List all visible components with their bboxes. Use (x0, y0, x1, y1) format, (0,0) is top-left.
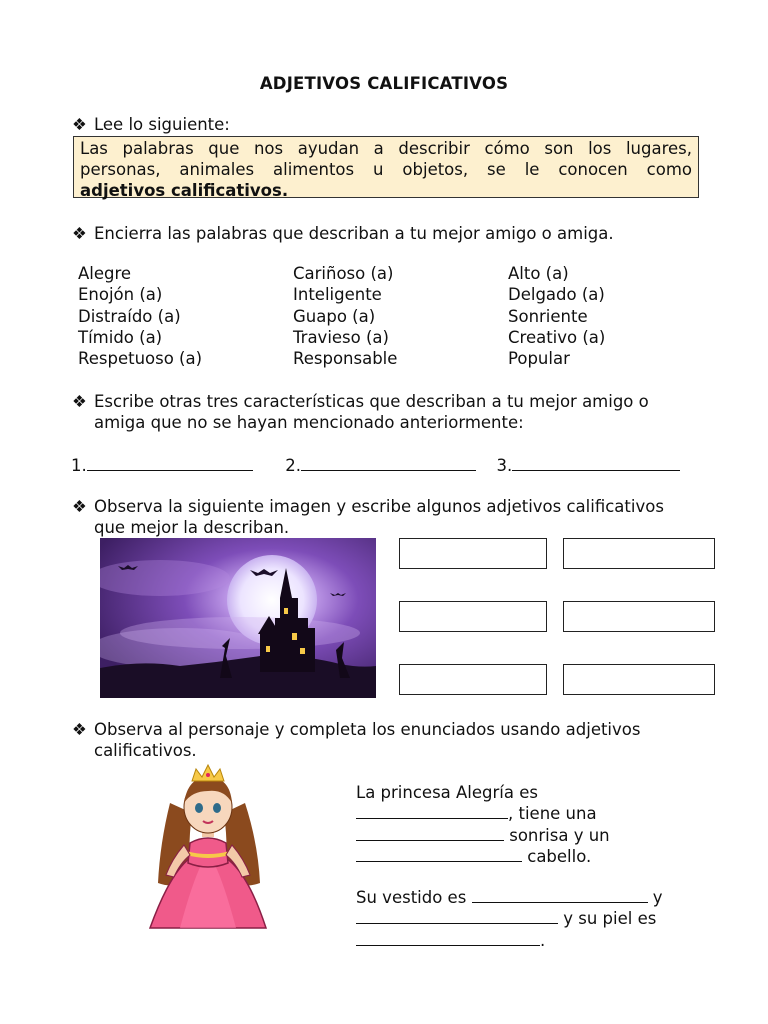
word-option[interactable]: Sonriente (508, 306, 588, 326)
answer-line-2[interactable] (301, 455, 476, 471)
word-column-3 (508, 263, 605, 369)
word-option[interactable]: Responsable (293, 349, 398, 369)
bullet-icon: ❖ (72, 720, 87, 739)
character-instruction: ❖ Observa al personaje y completa los enunciados usando adjetivos calificativos. (72, 720, 641, 760)
word-column-2 (293, 263, 397, 369)
princess-illustration-icon (140, 763, 275, 931)
word-option[interactable]: Enojón (a) (78, 285, 163, 305)
definition-box (73, 136, 699, 198)
word-option[interactable]: Distraído (a) (78, 306, 181, 326)
story-line: La princesa Alegría es (356, 783, 538, 802)
word-option[interactable]: Alto (a) (508, 264, 569, 283)
word-option[interactable]: Guapo (a) (293, 306, 376, 326)
story-paragraph-2: Su vestido es y y su piel es . (356, 888, 663, 950)
word-option[interactable]: Respetuoso (a) (78, 349, 203, 369)
bullet-icon: ❖ (72, 115, 87, 134)
write-instruction: ❖ Escribe otras tres características que describan a tu mejor amigo o amiga que no se hayan mencionado anteriormente: (72, 392, 649, 432)
adjective-box[interactable] (399, 538, 547, 569)
image-instruction: ❖ Observa la siguiente imagen y escribe algunos adjetivos calificativos que mejor la describan. (72, 497, 664, 537)
read-instruction: ❖ Lee lo siguiente: (72, 115, 230, 134)
bullet-icon: ❖ (72, 392, 87, 411)
circle-instruction: ❖ Encierra las palabras que describan a tu mejor amigo o amiga. (72, 224, 614, 243)
word-column-1 (78, 263, 202, 369)
answer-lines-row (71, 455, 691, 475)
bullet-icon: ❖ (72, 497, 87, 516)
adjective-box[interactable] (399, 664, 547, 695)
definition-line: Las palabras que nos ayudan a describir cómo son los lugares, (80, 139, 692, 158)
word-option[interactable]: Creativo (a) (508, 327, 606, 347)
story-paragraph-1: La princesa Alegría es , tiene una sonrisa y un cabello. (356, 783, 610, 866)
story-blank-2[interactable] (356, 825, 504, 841)
adjective-box[interactable] (563, 664, 715, 695)
answer-line-1[interactable] (87, 455, 253, 471)
answer-number: 3. (496, 456, 513, 475)
bullet-icon: ❖ (72, 224, 87, 243)
answer-number: 2. (285, 456, 301, 475)
adjective-box[interactable] (399, 601, 547, 632)
story-blank-5[interactable] (356, 908, 558, 924)
adjective-box[interactable] (563, 601, 715, 632)
adjective-box[interactable] (563, 538, 715, 569)
story-blank-6[interactable] (356, 930, 540, 946)
word-option[interactable]: Delgado (a) (508, 285, 605, 305)
definition-keyword: adjetivos calificativos. (80, 181, 289, 200)
story-blank-4[interactable] (472, 887, 648, 903)
word-option[interactable]: Travieso (a) (293, 327, 389, 347)
word-option[interactable]: Alegre (78, 264, 132, 283)
answer-line-3[interactable] (512, 455, 680, 471)
haunted-castle-moon-bats-icon (100, 538, 376, 698)
word-option[interactable]: Cariñoso (a) (293, 264, 394, 283)
answer-number: 1. (71, 456, 87, 475)
page-title: ADJETIVOS CALIFICATIVOS (259, 74, 509, 93)
word-option[interactable]: Popular (508, 349, 570, 369)
word-option[interactable]: Inteligente (293, 285, 382, 305)
definition-line: personas, animales alimentos u objetos, se le conocen como (80, 160, 692, 179)
story-blank-3[interactable] (356, 846, 522, 862)
word-option[interactable]: Tímido (a) (78, 327, 163, 347)
story-blank-1[interactable] (356, 803, 508, 819)
